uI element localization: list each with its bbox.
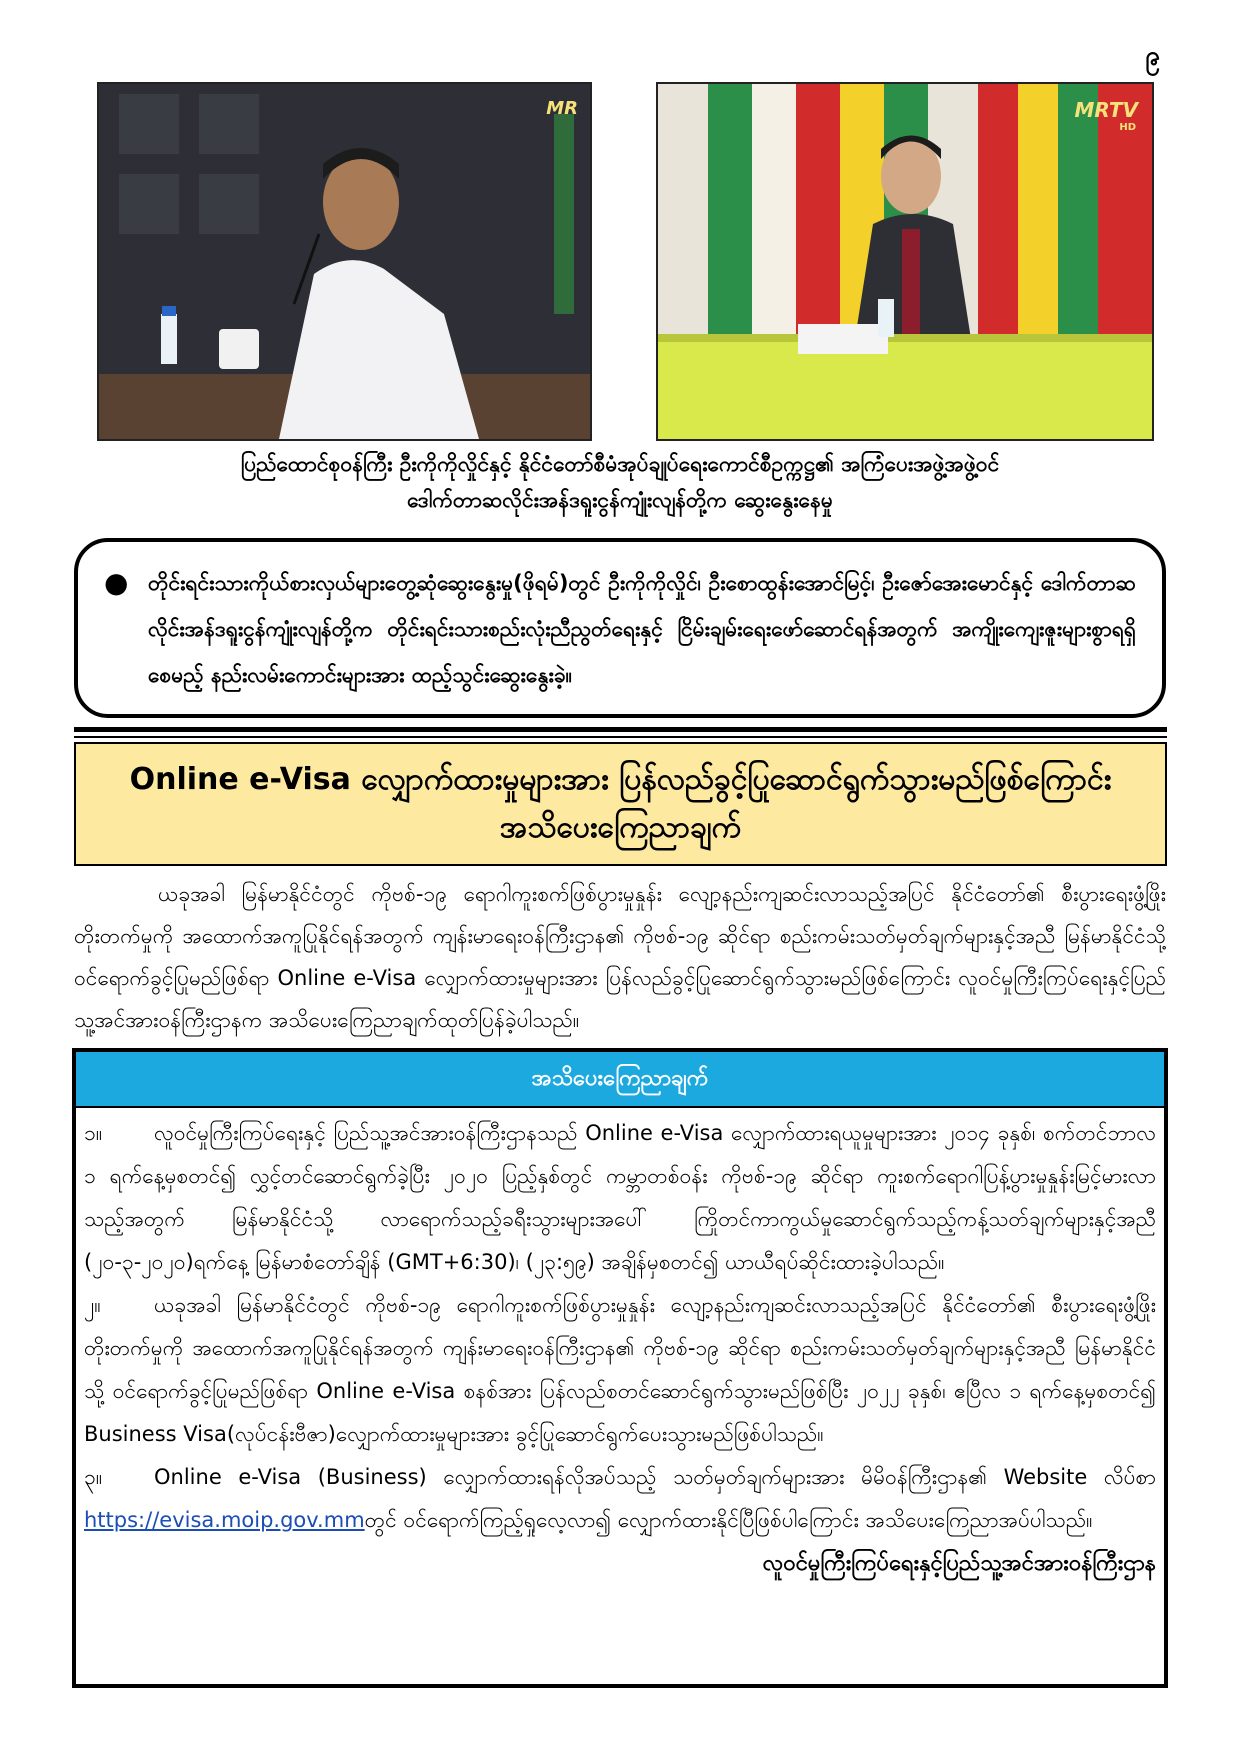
announcement-item-3	[84, 1456, 1156, 1542]
caption-line-1: ပြည်ထောင်စုဝန်ကြီး ဦးကိုကိုလှိုင်နှင့် နိုင်ငံတော်စီမံအုပ်ချုပ်ရေးကောင်စီဥက္ကဋ္ဌ၏ အကြံပေးအဖွဲ့အဖွဲ့ဝင်	[240, 452, 1000, 476]
item-text: တွင် ဝင်ရောက်ကြည့်ရှုလေ့လာ၍ လျှောက်ထားနိုင်ပြီဖြစ်ပါကြောင်း အသိပေးကြေညာအပ်ပါသည်။	[364, 1508, 1093, 1532]
announcement-item-1	[84, 1112, 1156, 1284]
item-number: ၁။	[84, 1121, 103, 1145]
article-intro: ယခုအခါ မြန်မာနိုင်ငံတွင် ကိုဗစ်-၁၉ ရောဂါကူးစက်ဖြစ်ပွားမှုနှုန်း လျော့နည်းကျဆင်းလာသည့်အပြင် နိုင်ငံတော်၏ စီးပွားရေးဖွံ့ဖြိုးတိုးတက်မှုကို အထောက်အကူပြုနိုင်ရန်အတွက် ကျန်းမာရေးဝန်ကြီးဌာန၏ ကိုဗစ်-၁၉ ဆိုင်ရာ စည်းကမ်းသတ်မှတ်ချက်များနှင့်အညီ မြန်မာနိုင်ငံသို့ ဝင်ရောက်ခွင့်ပြုမည်ဖြစ်ရာ Online e-Visa လျှောက်ထားမှုများအား ပြန်လည်ခွင့်ပြုဆောင်ရွက်သွားမည်ဖြစ်ကြောင်း လူဝင်မှုကြီးကြပ်ရေးနှင့်ပြည်သူ့အင်အားဝန်ကြီးဌာနက အသိပေးကြေညာချက်ထုတ်ပြန်ခဲ့ပါသည်။	[74, 882, 1166, 1032]
bullet-text: တိုင်းရင်းသားကိုယ်စားလှယ်များတွေ့ဆုံဆွေးနွေးမှု(ဖိုရမ်)တွင် ဦးကိုကိုလှိုင်၊ ဦးစောထွန်းအောင်မြင့်၊ ဦးဇော်အေးမောင်နှင့် ဒေါက်တာဆလိုင်းအန်ဒရူးငွန်ကျုံးလျန်တို့က တိုင်းရင်းသားစည်းလုံးညီညွတ်ရေးနှင့် ငြိမ်းချမ်းရေးဖော်ဆောင်ရန်အတွက် အကျိုးကျေးဇူးများစွာရရှိစေမည့် နည်းလမ်းကောင်းများအား ထည့်သွင်းဆွေးနွေးခဲ့။	[148, 571, 1136, 687]
tv-watermark: MR	[546, 98, 578, 119]
article-title-box	[74, 742, 1167, 866]
announcement-body	[76, 1108, 1164, 1586]
tv-watermark-sub: HD	[1119, 122, 1136, 133]
item-text: ယခုအခါ မြန်မာနိုင်ငံတွင် ကိုဗစ်-၁၉ ရောဂါကူးစက်ဖြစ်ပွားမှုနှုန်း လျော့နည်းကျဆင်းလာသည့်အပြင် နိုင်ငံတော်၏ စီးပွားရေးဖွံ့ဖြိုးတိုးတက်မှုကို အထောက်အကူပြုနိုင်ရန်အတွက် ကျန်းမာရေးဝန်ကြီးဌာန၏ ကိုဗစ်-၁၉ ဆိုင်ရာ စည်းကမ်းသတ်မှတ်ချက်များနှင့်အညီ မြန်မာနိုင်ငံသို့ ဝင်ရောက်ခွင့်ပြုမည်ဖြစ်ရာ Online e-Visa စနစ်အား ပြန်လည်စတင်ဆောင်ရွက်သွားမည်ဖြစ်ပြီး ၂၀၂၂ ခုနှစ်၊ ဧပြီလ ၁ ရက်နေ့မှစတင်၍ Business Visa(လုပ်ငန်းဗီဇာ)လျှောက်ထားမှုများအား ခွင့်ပြုဆောင်ရွက်ပေးသွားမည်ဖြစ်ပါသည်။	[84, 1293, 1156, 1446]
issuing-ministry-signature: လူဝင်မှုကြီးကြပ်ရေးနှင့်ပြည်သူ့အင်အားဝန်ကြီးဌာန	[762, 1551, 1156, 1576]
evisa-website-link[interactable]: https://evisa.moip.gov.mm	[84, 1508, 365, 1532]
article-subtitle: အသိပေးကြေညာချက်	[499, 810, 742, 845]
bullet-summary-box	[74, 538, 1166, 718]
bullet-icon: ●	[104, 566, 129, 599]
tv-watermark: MRTV	[1074, 98, 1138, 122]
announcement-item-2	[84, 1284, 1156, 1456]
caption-line-2: ဒေါက်တာဆလိုင်းအန်ဒရူးငွန်ကျုံးလျန်တို့က ဆွေးနွေးနေမှု	[407, 488, 833, 512]
announcement-box	[72, 1048, 1168, 1688]
announcement-header: အသိပေးကြေညာချက်	[76, 1052, 1164, 1108]
photo-minister-speaking	[97, 82, 592, 441]
page-number: ၉	[1145, 41, 1160, 71]
item-number: ၂။	[84, 1293, 101, 1317]
divider-thick	[74, 727, 1167, 732]
photo-caption	[90, 446, 1150, 518]
article-title: Online e-Visa လျှောက်ထားမှုများအား ပြန်လည်ခွင့်ပြုဆောင်ရွက်သွားမည်ဖြစ်ကြောင်း	[129, 762, 1112, 797]
photo-advisor-speaking	[656, 82, 1154, 441]
item-number: ၃။	[84, 1465, 103, 1489]
item-text: Online e-Visa (Business) လျှောက်ထားရန်လိုအပ်သည့် သတ်မှတ်ချက်များအား မိမိဝန်ကြီးဌာန၏ Website လိပ်စာ	[154, 1465, 1156, 1489]
item-text: လူဝင်မှုကြီးကြပ်ရေးနှင့် ပြည်သူ့အင်အားဝန်ကြီးဌာနသည် Online e-Visa လျှောက်ထားရယူမှုများအား ၂၀၁၄ ခုနှစ်၊ စက်တင်ဘာလ ၁ ရက်နေ့မှစတင်၍ လွှင့်တင်ဆောင်ရွက်ခဲ့ပြီး ၂၀၂၀ ပြည့်နှစ်တွင် ကမ္ဘာတစ်ဝန်း ကိုဗစ်-၁၉ ဆိုင်ရာ ကူးစက်ရောဂါပြန့်ပွားမှုနှုန်းမြင့်မားလာသည့်အတွက် မြန်မာနိုင်ငံသို့ လာရောက်သည့်ခရီးသွားများအပေါ် ကြိုတင်ကာကွယ်မှုဆောင်ရွက်သည့်ကန့်သတ်ချက်များနှင့်အညီ (၂၀-၃-၂၀၂၀)ရက်နေ့ မြန်မာစံတော်ချိန် (GMT+6:30)၊ (၂၃:၅၉) အချိန်မှစတင်၍ ယာယီရပ်ဆိုင်းထားခဲ့ပါသည်။	[84, 1121, 1156, 1274]
divider-thin	[74, 736, 1167, 738]
